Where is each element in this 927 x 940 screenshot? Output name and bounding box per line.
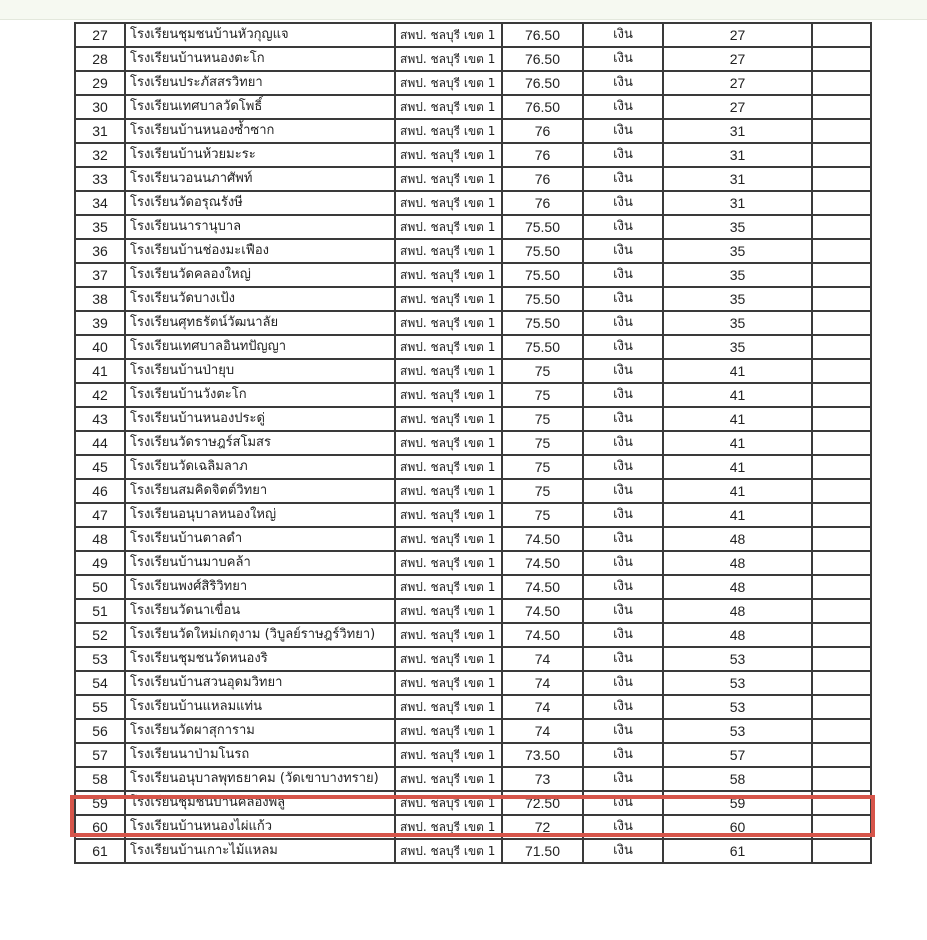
score-cell: 71.50 — [502, 839, 583, 863]
score-cell: 75 — [502, 359, 583, 383]
score-cell: 74 — [502, 671, 583, 695]
table-row — [75, 407, 871, 431]
education-office-cell: สพป. ชลบุรี เขต 1 — [395, 263, 502, 287]
school-name-cell: โรงเรียนเทศบาลอินทปัญญา — [125, 335, 395, 359]
row-number-cell: 59 — [75, 791, 125, 815]
education-office-cell: สพป. ชลบุรี เขต 1 — [395, 239, 502, 263]
medal-cell: เงิน — [583, 47, 663, 71]
score-cell: 74.50 — [502, 575, 583, 599]
note-cell — [812, 743, 871, 767]
medal-cell: เงิน — [583, 23, 663, 47]
row-number-cell: 34 — [75, 191, 125, 215]
school-name-cell: โรงเรียนบ้านหนองตะโก — [125, 47, 395, 71]
note-cell — [812, 815, 871, 839]
note-cell — [812, 287, 871, 311]
score-cell: 76.50 — [502, 47, 583, 71]
note-cell — [812, 119, 871, 143]
education-office-cell: สพป. ชลบุรี เขต 1 — [395, 623, 502, 647]
education-office-cell: สพป. ชลบุรี เขต 1 — [395, 71, 502, 95]
score-cell: 75 — [502, 479, 583, 503]
row-number-cell: 48 — [75, 527, 125, 551]
school-name-cell: โรงเรียนนาป่ามโนรถ — [125, 743, 395, 767]
note-cell — [812, 335, 871, 359]
score-cell: 76 — [502, 119, 583, 143]
rank-cell: 27 — [663, 47, 812, 71]
score-cell: 73.50 — [502, 743, 583, 767]
medal-cell: เงิน — [583, 575, 663, 599]
rank-cell: 41 — [663, 503, 812, 527]
medal-cell: เงิน — [583, 119, 663, 143]
medal-cell: เงิน — [583, 335, 663, 359]
table-row — [75, 167, 871, 191]
rank-cell: 35 — [663, 335, 812, 359]
rank-cell: 53 — [663, 647, 812, 671]
score-cell: 72 — [502, 815, 583, 839]
school-name-cell: โรงเรียนวัดใหม่เกตุงาม (วิบูลย์ราษฎร์วิทยา) — [125, 623, 395, 647]
rank-cell: 41 — [663, 407, 812, 431]
education-office-cell: สพป. ชลบุรี เขต 1 — [395, 95, 502, 119]
medal-cell: เงิน — [583, 791, 663, 815]
medal-cell: เงิน — [583, 503, 663, 527]
note-cell — [812, 695, 871, 719]
table-row — [75, 599, 871, 623]
note-cell — [812, 479, 871, 503]
school-name-cell: โรงเรียนบ้านวังตะโก — [125, 383, 395, 407]
education-office-cell: สพป. ชลบุรี เขต 1 — [395, 167, 502, 191]
medal-cell: เงิน — [583, 479, 663, 503]
rank-cell: 27 — [663, 95, 812, 119]
note-cell — [812, 575, 871, 599]
education-office-cell: สพป. ชลบุรี เขต 1 — [395, 839, 502, 863]
browser-top-bar — [0, 0, 927, 20]
school-name-cell: โรงเรียนวัดคลองใหญ่ — [125, 263, 395, 287]
education-office-cell: สพป. ชลบุรี เขต 1 — [395, 599, 502, 623]
table-row — [75, 551, 871, 575]
education-office-cell: สพป. ชลบุรี เขต 1 — [395, 407, 502, 431]
education-office-cell: สพป. ชลบุรี เขต 1 — [395, 215, 502, 239]
education-office-cell: สพป. ชลบุรี เขต 1 — [395, 671, 502, 695]
medal-cell: เงิน — [583, 455, 663, 479]
school-name-cell: โรงเรียนบ้านช่องมะเฟือง — [125, 239, 395, 263]
table-row — [75, 815, 871, 839]
rank-cell: 35 — [663, 215, 812, 239]
table-row — [75, 71, 871, 95]
school-name-cell: โรงเรียนบ้านป่ายุบ — [125, 359, 395, 383]
medal-cell: เงิน — [583, 359, 663, 383]
note-cell — [812, 239, 871, 263]
score-cell: 75 — [502, 407, 583, 431]
row-number-cell: 52 — [75, 623, 125, 647]
school-name-cell: โรงเรียนสมคิดจิตต์วิทยา — [125, 479, 395, 503]
score-cell: 74 — [502, 647, 583, 671]
rank-cell: 53 — [663, 719, 812, 743]
score-cell: 74.50 — [502, 599, 583, 623]
table-row — [75, 431, 871, 455]
table-row — [75, 191, 871, 215]
row-number-cell: 58 — [75, 767, 125, 791]
school-name-cell: โรงเรียนชุมชนบ้านคลองพลู — [125, 791, 395, 815]
table-row — [75, 383, 871, 407]
score-cell: 76 — [502, 143, 583, 167]
rank-cell: 41 — [663, 383, 812, 407]
rank-cell: 58 — [663, 767, 812, 791]
school-name-cell: โรงเรียนเทศบาลวัดโพธิ์ — [125, 95, 395, 119]
education-office-cell: สพป. ชลบุรี เขต 1 — [395, 191, 502, 215]
school-name-cell: โรงเรียนบ้านตาลดำ — [125, 527, 395, 551]
medal-cell: เงิน — [583, 647, 663, 671]
school-name-cell: โรงเรียนวัดผาสุการาม — [125, 719, 395, 743]
note-cell — [812, 719, 871, 743]
school-name-cell: โรงเรียนบ้านหนองไผ่แก้ว — [125, 815, 395, 839]
score-cell: 74.50 — [502, 527, 583, 551]
rank-cell: 61 — [663, 839, 812, 863]
table-row — [75, 239, 871, 263]
row-number-cell: 40 — [75, 335, 125, 359]
table-row — [75, 767, 871, 791]
score-cell: 75.50 — [502, 215, 583, 239]
education-office-cell: สพป. ชลบุรี เขต 1 — [395, 791, 502, 815]
school-name-cell: โรงเรียนวัดอรุณรังษี — [125, 191, 395, 215]
table-row — [75, 23, 871, 47]
school-name-cell: โรงเรียนบ้านแหลมแท่น — [125, 695, 395, 719]
education-office-cell: สพป. ชลบุรี เขต 1 — [395, 359, 502, 383]
medal-cell: เงิน — [583, 95, 663, 119]
score-cell: 74.50 — [502, 551, 583, 575]
row-number-cell: 27 — [75, 23, 125, 47]
medal-cell: เงิน — [583, 191, 663, 215]
row-number-cell: 41 — [75, 359, 125, 383]
row-number-cell: 54 — [75, 671, 125, 695]
row-number-cell: 38 — [75, 287, 125, 311]
education-office-cell: สพป. ชลบุรี เขต 1 — [395, 815, 502, 839]
education-office-cell: สพป. ชลบุรี เขต 1 — [395, 311, 502, 335]
education-office-cell: สพป. ชลบุรี เขต 1 — [395, 479, 502, 503]
education-office-cell: สพป. ชลบุรี เขต 1 — [395, 527, 502, 551]
education-office-cell: สพป. ชลบุรี เขต 1 — [395, 767, 502, 791]
medal-cell: เงิน — [583, 143, 663, 167]
note-cell — [812, 647, 871, 671]
medal-cell: เงิน — [583, 671, 663, 695]
medal-cell: เงิน — [583, 167, 663, 191]
note-cell — [812, 359, 871, 383]
education-office-cell: สพป. ชลบุรี เขต 1 — [395, 647, 502, 671]
table-row — [75, 215, 871, 239]
school-name-cell: โรงเรียนอนุบาลพุทธยาคม (วัดเขาบางทราย) — [125, 767, 395, 791]
rank-cell: 27 — [663, 23, 812, 47]
rank-cell: 35 — [663, 263, 812, 287]
score-cell: 74 — [502, 695, 583, 719]
note-cell — [812, 455, 871, 479]
school-name-cell: โรงเรียนชุมชนบ้านหัวกุญแจ — [125, 23, 395, 47]
medal-cell: เงิน — [583, 719, 663, 743]
row-number-cell: 33 — [75, 167, 125, 191]
education-office-cell: สพป. ชลบุรี เขต 1 — [395, 23, 502, 47]
row-number-cell: 43 — [75, 407, 125, 431]
school-name-cell: โรงเรียนนารานุบาล — [125, 215, 395, 239]
note-cell — [812, 71, 871, 95]
score-cell: 76.50 — [502, 95, 583, 119]
education-office-cell: สพป. ชลบุรี เขต 1 — [395, 503, 502, 527]
score-cell: 76.50 — [502, 23, 583, 47]
rank-cell: 27 — [663, 71, 812, 95]
note-cell — [812, 503, 871, 527]
school-name-cell: โรงเรียนวัดราษฎร์สโมสร — [125, 431, 395, 455]
table-row — [75, 575, 871, 599]
row-number-cell: 55 — [75, 695, 125, 719]
table-row — [75, 359, 871, 383]
row-number-cell: 45 — [75, 455, 125, 479]
score-cell: 75.50 — [502, 311, 583, 335]
row-number-cell: 29 — [75, 71, 125, 95]
table-row — [75, 455, 871, 479]
table-row — [75, 479, 871, 503]
school-name-cell: โรงเรียนบ้านห้วยมะระ — [125, 143, 395, 167]
table-row — [75, 95, 871, 119]
table-row — [75, 647, 871, 671]
note-cell — [812, 671, 871, 695]
note-cell — [812, 791, 871, 815]
medal-cell: เงิน — [583, 71, 663, 95]
school-name-cell: โรงเรียนประภัสสรวิทยา — [125, 71, 395, 95]
table-row — [75, 503, 871, 527]
medal-cell: เงิน — [583, 431, 663, 455]
note-cell — [812, 167, 871, 191]
education-office-cell: สพป. ชลบุรี เขต 1 — [395, 551, 502, 575]
note-cell — [812, 599, 871, 623]
school-name-cell: โรงเรียนวัดเฉลิมลาภ — [125, 455, 395, 479]
score-cell: 75.50 — [502, 239, 583, 263]
score-cell: 75 — [502, 383, 583, 407]
note-cell — [812, 311, 871, 335]
rank-cell: 59 — [663, 791, 812, 815]
rank-cell: 35 — [663, 287, 812, 311]
rank-cell: 31 — [663, 167, 812, 191]
school-name-cell: โรงเรียนบ้านสวนอุดมวิทยา — [125, 671, 395, 695]
school-name-cell: โรงเรียนอนุบาลหนองใหญ่ — [125, 503, 395, 527]
education-office-cell: สพป. ชลบุรี เขต 1 — [395, 431, 502, 455]
row-number-cell: 28 — [75, 47, 125, 71]
school-name-cell: โรงเรียนวอนนภาศัพท์ — [125, 167, 395, 191]
medal-cell: เงิน — [583, 743, 663, 767]
rank-cell: 41 — [663, 359, 812, 383]
rank-cell: 41 — [663, 455, 812, 479]
row-number-cell: 37 — [75, 263, 125, 287]
note-cell — [812, 839, 871, 863]
rank-cell: 41 — [663, 479, 812, 503]
education-office-cell: สพป. ชลบุรี เขต 1 — [395, 119, 502, 143]
table-row — [75, 263, 871, 287]
results-table — [74, 22, 872, 864]
education-office-cell: สพป. ชลบุรี เขต 1 — [395, 743, 502, 767]
score-cell: 74.50 — [502, 623, 583, 647]
education-office-cell: สพป. ชลบุรี เขต 1 — [395, 719, 502, 743]
school-name-cell: โรงเรียนวัดบางเป้ง — [125, 287, 395, 311]
note-cell — [812, 527, 871, 551]
school-name-cell: โรงเรียนบ้านเกาะไม้แหลม — [125, 839, 395, 863]
school-name-cell: โรงเรียนวัดนาเขื่อน — [125, 599, 395, 623]
medal-cell: เงิน — [583, 239, 663, 263]
row-number-cell: 36 — [75, 239, 125, 263]
rank-cell: 53 — [663, 695, 812, 719]
medal-cell: เงิน — [583, 311, 663, 335]
note-cell — [812, 407, 871, 431]
row-number-cell: 32 — [75, 143, 125, 167]
rank-cell: 35 — [663, 311, 812, 335]
table-row — [75, 143, 871, 167]
row-number-cell: 60 — [75, 815, 125, 839]
score-cell: 75.50 — [502, 263, 583, 287]
medal-cell: เงิน — [583, 215, 663, 239]
score-cell: 72.50 — [502, 791, 583, 815]
note-cell — [812, 143, 871, 167]
row-number-cell: 47 — [75, 503, 125, 527]
row-number-cell: 30 — [75, 95, 125, 119]
note-cell — [812, 215, 871, 239]
medal-cell: เงิน — [583, 263, 663, 287]
score-cell: 75.50 — [502, 287, 583, 311]
row-number-cell: 49 — [75, 551, 125, 575]
rank-cell: 48 — [663, 599, 812, 623]
note-cell — [812, 383, 871, 407]
row-number-cell: 57 — [75, 743, 125, 767]
rank-cell: 57 — [663, 743, 812, 767]
table-row — [75, 527, 871, 551]
school-name-cell: โรงเรียนพงศ์สิริวิทยา — [125, 575, 395, 599]
row-number-cell: 56 — [75, 719, 125, 743]
row-number-cell: 31 — [75, 119, 125, 143]
row-number-cell: 53 — [75, 647, 125, 671]
rank-cell: 48 — [663, 575, 812, 599]
score-cell: 73 — [502, 767, 583, 791]
score-cell: 75 — [502, 503, 583, 527]
education-office-cell: สพป. ชลบุรี เขต 1 — [395, 383, 502, 407]
education-office-cell: สพป. ชลบุรี เขต 1 — [395, 335, 502, 359]
rank-cell: 48 — [663, 551, 812, 575]
table-row — [75, 671, 871, 695]
school-name-cell: โรงเรียนบ้านมาบคล้า — [125, 551, 395, 575]
note-cell — [812, 263, 871, 287]
school-name-cell: โรงเรียนศุทธรัตน์วัฒนาลัย — [125, 311, 395, 335]
rank-cell: 41 — [663, 431, 812, 455]
note-cell — [812, 191, 871, 215]
row-number-cell: 61 — [75, 839, 125, 863]
score-cell: 76 — [502, 167, 583, 191]
medal-cell: เงิน — [583, 839, 663, 863]
rank-cell: 31 — [663, 191, 812, 215]
row-number-cell: 50 — [75, 575, 125, 599]
rank-cell: 31 — [663, 119, 812, 143]
table-row — [75, 311, 871, 335]
education-office-cell: สพป. ชลบุรี เขต 1 — [395, 287, 502, 311]
table-row-highlighted — [75, 743, 871, 767]
table-row — [75, 791, 871, 815]
school-name-cell: โรงเรียนบ้านหนองซ้ำซาก — [125, 119, 395, 143]
table-row — [75, 47, 871, 71]
medal-cell: เงิน — [583, 599, 663, 623]
row-number-cell: 35 — [75, 215, 125, 239]
medal-cell: เงิน — [583, 383, 663, 407]
note-cell — [812, 551, 871, 575]
row-number-cell: 46 — [75, 479, 125, 503]
row-number-cell: 51 — [75, 599, 125, 623]
medal-cell: เงิน — [583, 623, 663, 647]
school-name-cell: โรงเรียนบ้านหนองประดู่ — [125, 407, 395, 431]
note-cell — [812, 623, 871, 647]
table-row — [75, 695, 871, 719]
table-row — [75, 719, 871, 743]
score-cell: 76.50 — [502, 71, 583, 95]
note-cell — [812, 767, 871, 791]
score-cell: 75 — [502, 455, 583, 479]
table-row — [75, 839, 871, 863]
row-number-cell: 39 — [75, 311, 125, 335]
note-cell — [812, 95, 871, 119]
note-cell — [812, 431, 871, 455]
table-row — [75, 119, 871, 143]
rank-cell: 48 — [663, 623, 812, 647]
education-office-cell: สพป. ชลบุรี เขต 1 — [395, 455, 502, 479]
education-office-cell: สพป. ชลบุรี เขต 1 — [395, 143, 502, 167]
medal-cell: เงิน — [583, 287, 663, 311]
medal-cell: เงิน — [583, 815, 663, 839]
rank-cell: 35 — [663, 239, 812, 263]
score-cell: 76 — [502, 191, 583, 215]
medal-cell: เงิน — [583, 767, 663, 791]
table-row — [75, 287, 871, 311]
education-office-cell: สพป. ชลบุรี เขต 1 — [395, 695, 502, 719]
school-name-cell: โรงเรียนชุมชนวัดหนองริ — [125, 647, 395, 671]
medal-cell: เงิน — [583, 551, 663, 575]
education-office-cell: สพป. ชลบุรี เขต 1 — [395, 575, 502, 599]
rank-cell: 60 — [663, 815, 812, 839]
medal-cell: เงิน — [583, 407, 663, 431]
medal-cell: เงิน — [583, 695, 663, 719]
row-number-cell: 42 — [75, 383, 125, 407]
rank-cell: 53 — [663, 671, 812, 695]
row-number-cell: 44 — [75, 431, 125, 455]
medal-cell: เงิน — [583, 527, 663, 551]
education-office-cell: สพป. ชลบุรี เขต 1 — [395, 47, 502, 71]
rank-cell: 31 — [663, 143, 812, 167]
note-cell — [812, 47, 871, 71]
score-cell: 75.50 — [502, 335, 583, 359]
score-cell: 75 — [502, 431, 583, 455]
table-row — [75, 335, 871, 359]
note-cell — [812, 23, 871, 47]
score-cell: 74 — [502, 719, 583, 743]
rank-cell: 48 — [663, 527, 812, 551]
table-row — [75, 623, 871, 647]
